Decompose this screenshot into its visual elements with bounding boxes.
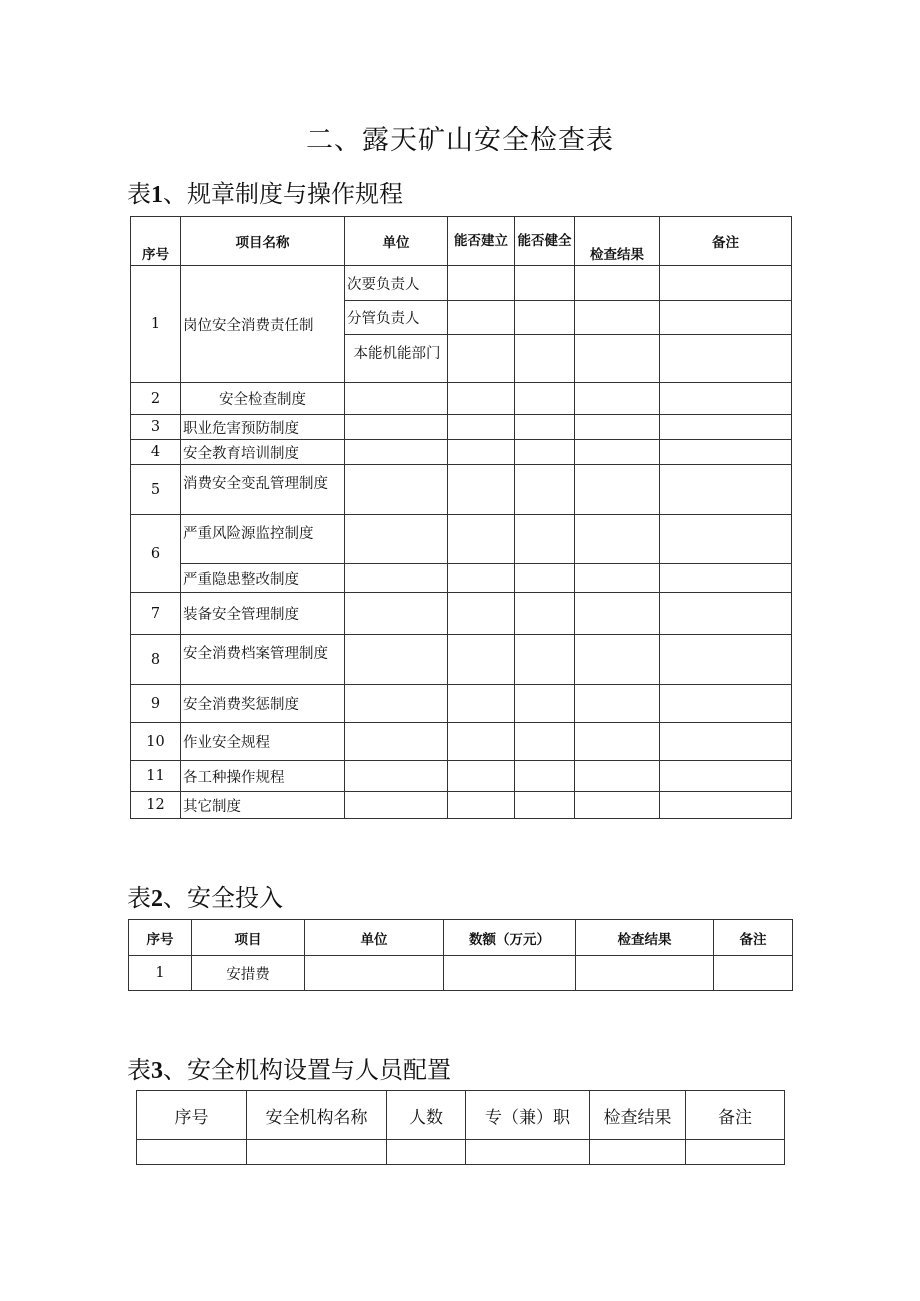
row-item: 安全检查制度 bbox=[181, 383, 345, 415]
table-row bbox=[131, 564, 792, 593]
table-row bbox=[131, 515, 792, 564]
header-no: 序号 bbox=[131, 217, 181, 266]
row-no: 3 bbox=[131, 415, 181, 440]
header-amount: 数额（万元） bbox=[444, 920, 576, 956]
header-item-name: 项目名称 bbox=[181, 217, 345, 266]
table-row bbox=[131, 440, 792, 465]
table-row bbox=[131, 635, 792, 685]
row-item: 消费安全变乱管理制度 bbox=[181, 465, 345, 515]
row-no: 2 bbox=[131, 383, 181, 415]
table-row bbox=[131, 266, 792, 301]
row-no: 8 bbox=[131, 635, 181, 685]
rules-table bbox=[130, 216, 792, 819]
header-unit: 单位 bbox=[305, 920, 444, 956]
table-header-row bbox=[129, 920, 793, 956]
table-row bbox=[137, 1140, 785, 1165]
row-no: 5 bbox=[131, 465, 181, 515]
table-row bbox=[131, 792, 792, 819]
row-no: 6 bbox=[131, 515, 181, 593]
row-unit: 次要负责人 bbox=[345, 266, 448, 301]
header-headcount: 人数 bbox=[387, 1091, 466, 1140]
row-item: 严重隐患整改制度 bbox=[181, 564, 345, 593]
table-row bbox=[131, 383, 792, 415]
row-no: 1 bbox=[131, 266, 181, 383]
row-no: 12 bbox=[131, 792, 181, 819]
table-row bbox=[131, 593, 792, 635]
safety-investment-table bbox=[128, 919, 793, 991]
table2-caption: 表2、安全投入 bbox=[127, 884, 283, 912]
row-item: 作业安全规程 bbox=[181, 723, 345, 761]
row-no: 1 bbox=[129, 956, 192, 991]
table-row bbox=[131, 465, 792, 515]
row-item: 各工种操作规程 bbox=[181, 761, 345, 792]
row-item: 严重风险源监控制度 bbox=[181, 515, 345, 564]
header-no: 序号 bbox=[129, 920, 192, 956]
header-result: 检查结果 bbox=[576, 920, 714, 956]
table3-caption: 表3、安全机构设置与人员配置 bbox=[127, 1056, 451, 1084]
header-remark: 备注 bbox=[660, 217, 792, 266]
table-row bbox=[131, 415, 792, 440]
table-header-row bbox=[131, 217, 792, 266]
header-complete: 能否健全 bbox=[515, 217, 575, 266]
table-row bbox=[131, 723, 792, 761]
header-fulltime-parttime: 专（兼）职 bbox=[466, 1091, 590, 1140]
safety-organization-table bbox=[136, 1090, 785, 1165]
header-org-name: 安全机构名称 bbox=[247, 1091, 387, 1140]
row-unit: 本能机能部门 bbox=[345, 335, 448, 383]
header-result: 检查结果 bbox=[575, 217, 660, 266]
row-no: 7 bbox=[131, 593, 181, 635]
table-row bbox=[131, 761, 792, 792]
row-no: 9 bbox=[131, 685, 181, 723]
row-item: 职业危害预防制度 bbox=[181, 415, 345, 440]
row-no: 4 bbox=[131, 440, 181, 465]
row-item: 装备安全管理制度 bbox=[181, 593, 345, 635]
row-item: 岗位安全消费责任制 bbox=[181, 266, 345, 383]
row-item: 安全消费档案管理制度 bbox=[181, 635, 345, 685]
header-item: 项目 bbox=[192, 920, 305, 956]
row-item: 其它制度 bbox=[181, 792, 345, 819]
header-unit: 单位 bbox=[345, 217, 448, 266]
header-remark: 备注 bbox=[686, 1091, 785, 1140]
row-unit: 分管负责人 bbox=[345, 301, 448, 335]
row-no: 11 bbox=[131, 761, 181, 792]
header-established: 能否建立 bbox=[448, 217, 515, 266]
document-title: 二、露天矿山安全检查表 bbox=[306, 125, 614, 156]
header-no: 序号 bbox=[137, 1091, 247, 1140]
header-result: 检查结果 bbox=[590, 1091, 686, 1140]
table-row bbox=[129, 956, 793, 991]
row-item: 安全教育培训制度 bbox=[181, 440, 345, 465]
table-header-row bbox=[137, 1091, 785, 1140]
table-row bbox=[131, 685, 792, 723]
header-remark: 备注 bbox=[714, 920, 793, 956]
row-item: 安全消费奖惩制度 bbox=[181, 685, 345, 723]
row-no: 10 bbox=[131, 723, 181, 761]
row-item: 安措费 bbox=[192, 956, 305, 991]
table1-caption: 表1、规章制度与操作规程 bbox=[127, 180, 403, 208]
